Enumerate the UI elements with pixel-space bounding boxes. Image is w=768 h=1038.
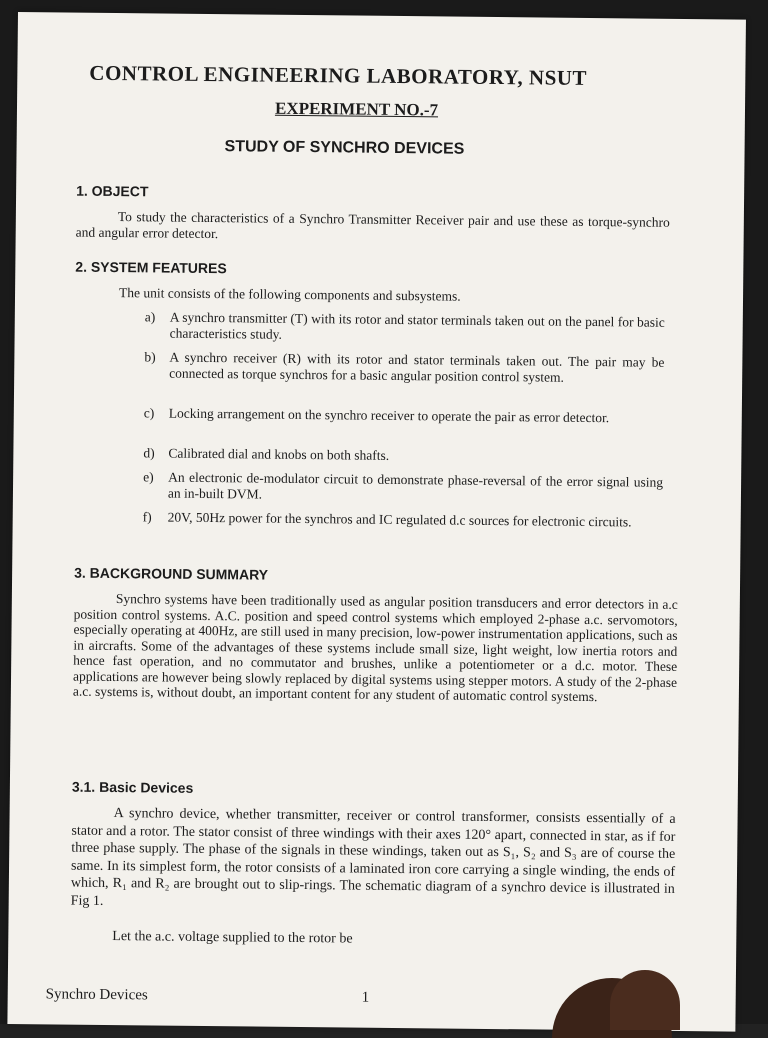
basic-devices-text-2: Let the a.c. voltage supplied to the rotor be (112, 929, 353, 947)
section-heading-background: 3. BACKGROUND SUMMARY (74, 564, 269, 583)
feature-item: e) An electronic de-modulator circuit to demonstrate phase-reversal of the error signal using an in-built DVM. (143, 469, 664, 502)
feature-item: c) Locking arrangement on the synchro receiver to operate the pair as error detector. (143, 405, 610, 426)
page-number: 1 (361, 989, 370, 1006)
basic-devices-text: A synchro device, whether transmitter, receiver or control transformer, consists essentially of a stator and a rotor. The stator consist of three windings with their axes 120° apart, connected in star, as if for three phase supply. The phase of the signals in these windings, taken out as S₁, S₂ and S₃ are of course the same. In its simplest form, the rotor consists of a laminated iron core carrying a single winding, the ends of which, R₁ and R₂ are brought out to slip-rings. The schematic diagram of a synchro device is illustrated in Fig 1. (70, 806, 676, 909)
feature-item: d) Calibrated dial and knobs on both shafts. (143, 445, 390, 463)
section-heading-features: 2. SYSTEM FEATURES (75, 258, 227, 277)
section-heading-basic-devices: 3.1. Basic Devices (71, 778, 194, 796)
footer-label: Synchro Devices (45, 986, 148, 1004)
feature-item: b) A synchro receiver (R) with its rotor and stator terminals taken out. The pair may be connected as torque synchros for a basic angular position control system. (144, 349, 665, 385)
background-text: Synchro systems have been traditionally used as angular position transducers and error detectors in a.c position control systems. A.C. position and speed control systems which employed 2-phase a.c. servomotors, especially operating at 400Hz, are still used in many precision, low-power instrumentation applications, such as in aircrafts. Some of the advantages of these systems include small size, light weight, low inertia rotors and hence fast operation, and no commutator and brushes, unlike a potentiometer or a d.c. motor. These applications are however being slowly replaced by digital systems using stepper motors. A study of the 2-phase a.c. systems is, without doubt, an important content for any student of automatic control systems. (72, 591, 678, 705)
object-text: To study the characteristics of a Synchro Transmitter Receiver pair and use these as torque-synchro and angular error detector. (75, 209, 670, 241)
lab-title: CONTROL ENGINEERING LABORATORY, NSUT (89, 60, 588, 90)
section-heading-object: 1. OBJECT (76, 182, 149, 200)
document-page (7, 12, 746, 1032)
experiment-number: EXPERIMENT NO.-7 (274, 98, 439, 120)
feature-item: f) 20V, 50Hz power for the synchros and IC regulated d.c sources for electronic circuits. (142, 509, 632, 530)
features-intro: The unit consists of the following components and subsystems. (118, 285, 461, 304)
feature-item: a) A synchro transmitter (T) with its rotor and stator terminals taken out on the panel for basic characteristics study. (144, 309, 665, 342)
document-title: STUDY OF SYNCHRO DEVICES (224, 138, 465, 158)
